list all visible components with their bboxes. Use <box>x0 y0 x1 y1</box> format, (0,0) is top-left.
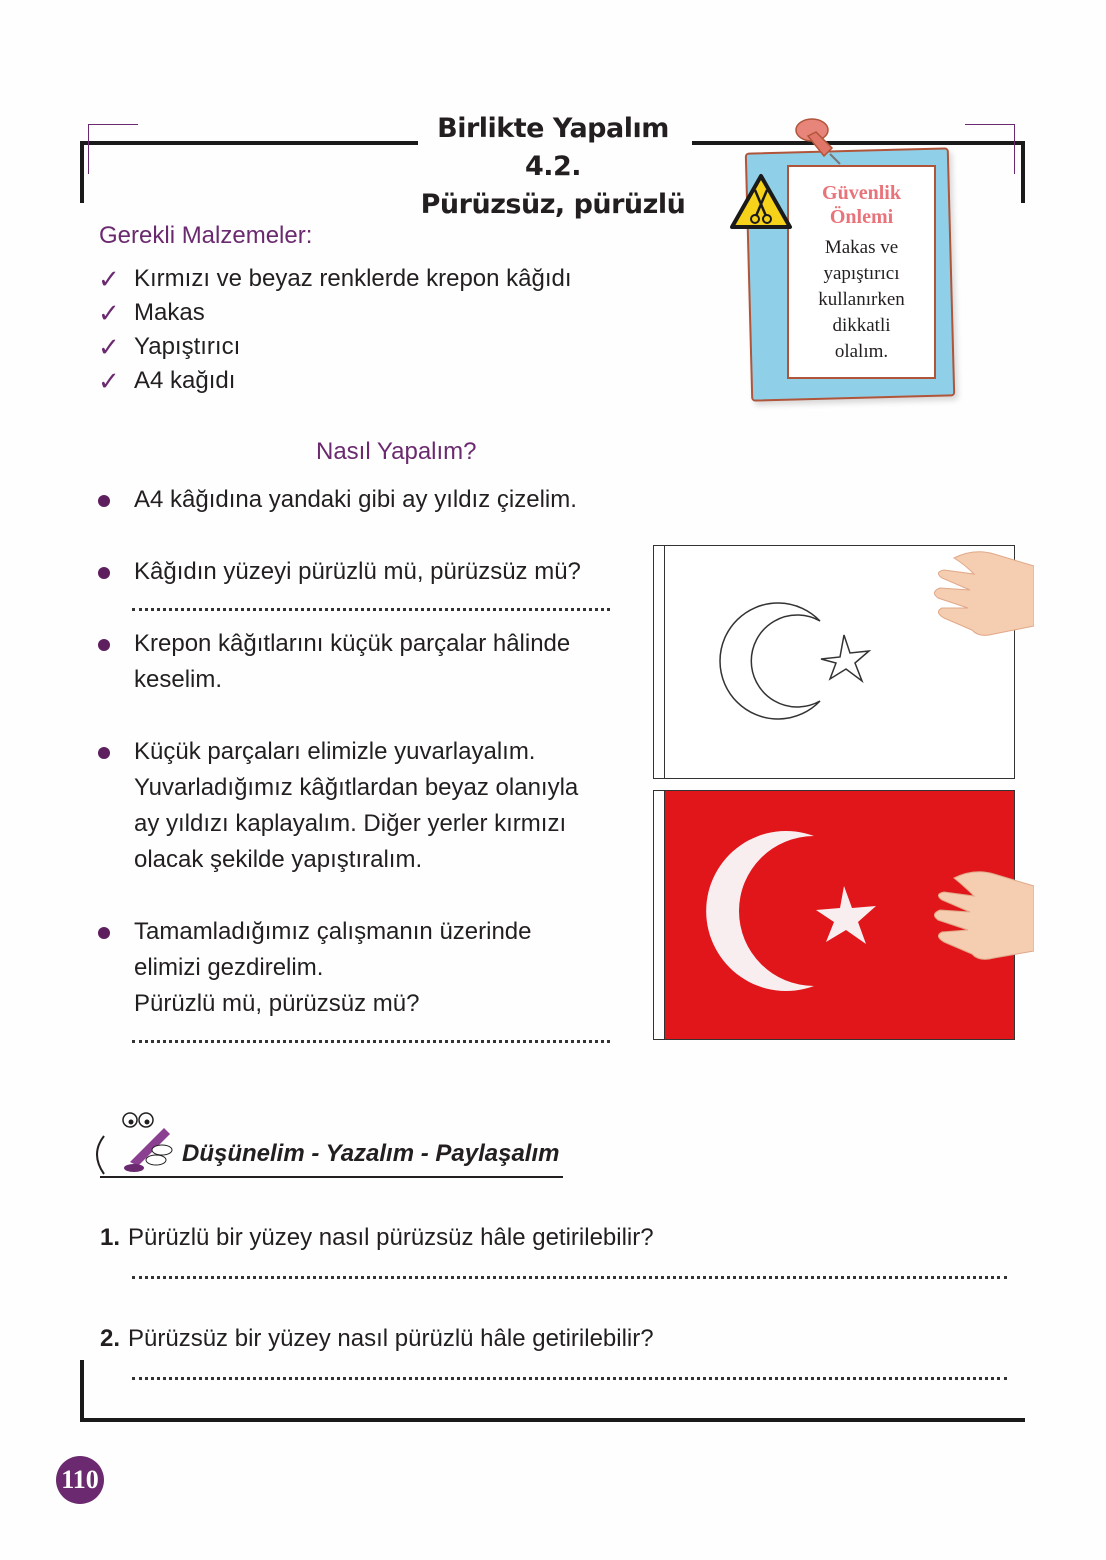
step-5: Tamamladığımız çalışmanın üzerinde elimizi gezdirelim. Pürüzlü mü, pürüzsüz mü? <box>98 914 532 1022</box>
list-item: ✓ A4 kağıdı <box>98 365 236 396</box>
frame-corner-accent-left-v <box>88 124 89 174</box>
answer-line-question-2[interactable] <box>132 1377 1007 1380</box>
materials-heading: Gerekli Malzemeler: <box>99 222 313 249</box>
frame-right-top-line <box>1021 141 1025 203</box>
step-4: Küçük parçaları elimizle yuvarlayalım. Yuvarladığımız kâğıtlardan beyaz olanıyla ay yıldızı kaplayalım. Diğer yerler kırmızı olacak şekilde yapıştıralım. <box>98 734 578 878</box>
frame-bottom-left-line <box>80 1360 84 1422</box>
hand-icon <box>934 546 1034 641</box>
crescent-star-outline-icon <box>714 601 884 726</box>
flag-outline-image <box>653 545 1015 779</box>
crescent-star-crepe-icon <box>694 826 884 996</box>
checkmark-icon: ✓ <box>98 297 120 328</box>
materials-list <box>98 262 572 398</box>
frame-top-right-line <box>692 141 1025 145</box>
page-title <box>418 110 688 224</box>
warning-scissors-icon <box>728 172 794 232</box>
question-number: 1. <box>100 1224 121 1251</box>
activity-title: Pürüzsüz, pürüzlü <box>420 189 686 220</box>
checkmark-icon: ✓ <box>98 331 120 362</box>
frame-corner-accent-right-h <box>965 124 1015 125</box>
safety-note-title: Güvenlik Önlemi <box>822 182 901 228</box>
flag-pole <box>654 546 665 778</box>
answer-line-step-2[interactable] <box>132 608 610 611</box>
flag-crepe-image <box>653 790 1015 1040</box>
flag-pole <box>654 791 665 1039</box>
checkmark-icon: ✓ <box>98 365 120 396</box>
list-item: ✓ Makas <box>98 297 205 328</box>
bullet-icon <box>98 639 110 651</box>
step-3: Krepon kâğıtlarını küçük parçalar hâlinde keselim. <box>98 626 570 698</box>
pushpin-icon <box>790 112 850 172</box>
bullet-icon <box>98 747 110 759</box>
checkmark-icon: ✓ <box>98 263 120 294</box>
how-to-heading: Nasıl Yapalım? <box>316 438 477 465</box>
answer-line-question-1[interactable] <box>132 1276 1007 1279</box>
step-2: Kâğıdın yüzeyi pürüzlü mü, pürüzsüz mü? <box>98 554 581 590</box>
list-item: ✓ Kırmızı ve beyaz renklerde krepon kâğıdı <box>98 263 572 294</box>
frame-corner-accent-left-h <box>88 124 138 125</box>
discussion-underline <box>100 1176 563 1178</box>
answer-line-step-5[interactable] <box>132 1040 610 1043</box>
discussion-heading: Düşünelim - Yazalım - Paylaşalım <box>182 1140 560 1167</box>
question-1: 1. Pürüzlü bir yüzey nasıl pürüzsüz hâle getirilebilir? <box>100 1224 654 1251</box>
page-number-badge: 110 <box>56 1456 104 1504</box>
hand-icon <box>934 866 1034 966</box>
bullet-icon <box>98 567 110 579</box>
safety-note-text: Makas ve yapıştırıcı kullanırken dikkatli olalım. <box>818 237 905 362</box>
bullet-icon <box>98 495 110 507</box>
safety-note <box>787 165 936 379</box>
list-item: ✓ Yapıştırıcı <box>98 331 241 362</box>
frame-left-top-line <box>80 141 84 203</box>
frame-bottom-line <box>80 1418 1025 1422</box>
question-2: 2. Pürüzsüz bir yüzey nasıl pürüzlü hâle getirilebilir? <box>100 1325 654 1352</box>
activity-number: Birlikte Yapalım 4.2. <box>437 113 669 182</box>
frame-corner-accent-right-v <box>1014 124 1015 174</box>
step-1: A4 kâğıdına yandaki gibi ay yıldız çizelim. <box>98 482 577 518</box>
question-number: 2. <box>100 1325 121 1352</box>
thinking-pencil-icon <box>90 1108 180 1180</box>
frame-top-left-line <box>80 141 418 145</box>
bullet-icon <box>98 927 110 939</box>
